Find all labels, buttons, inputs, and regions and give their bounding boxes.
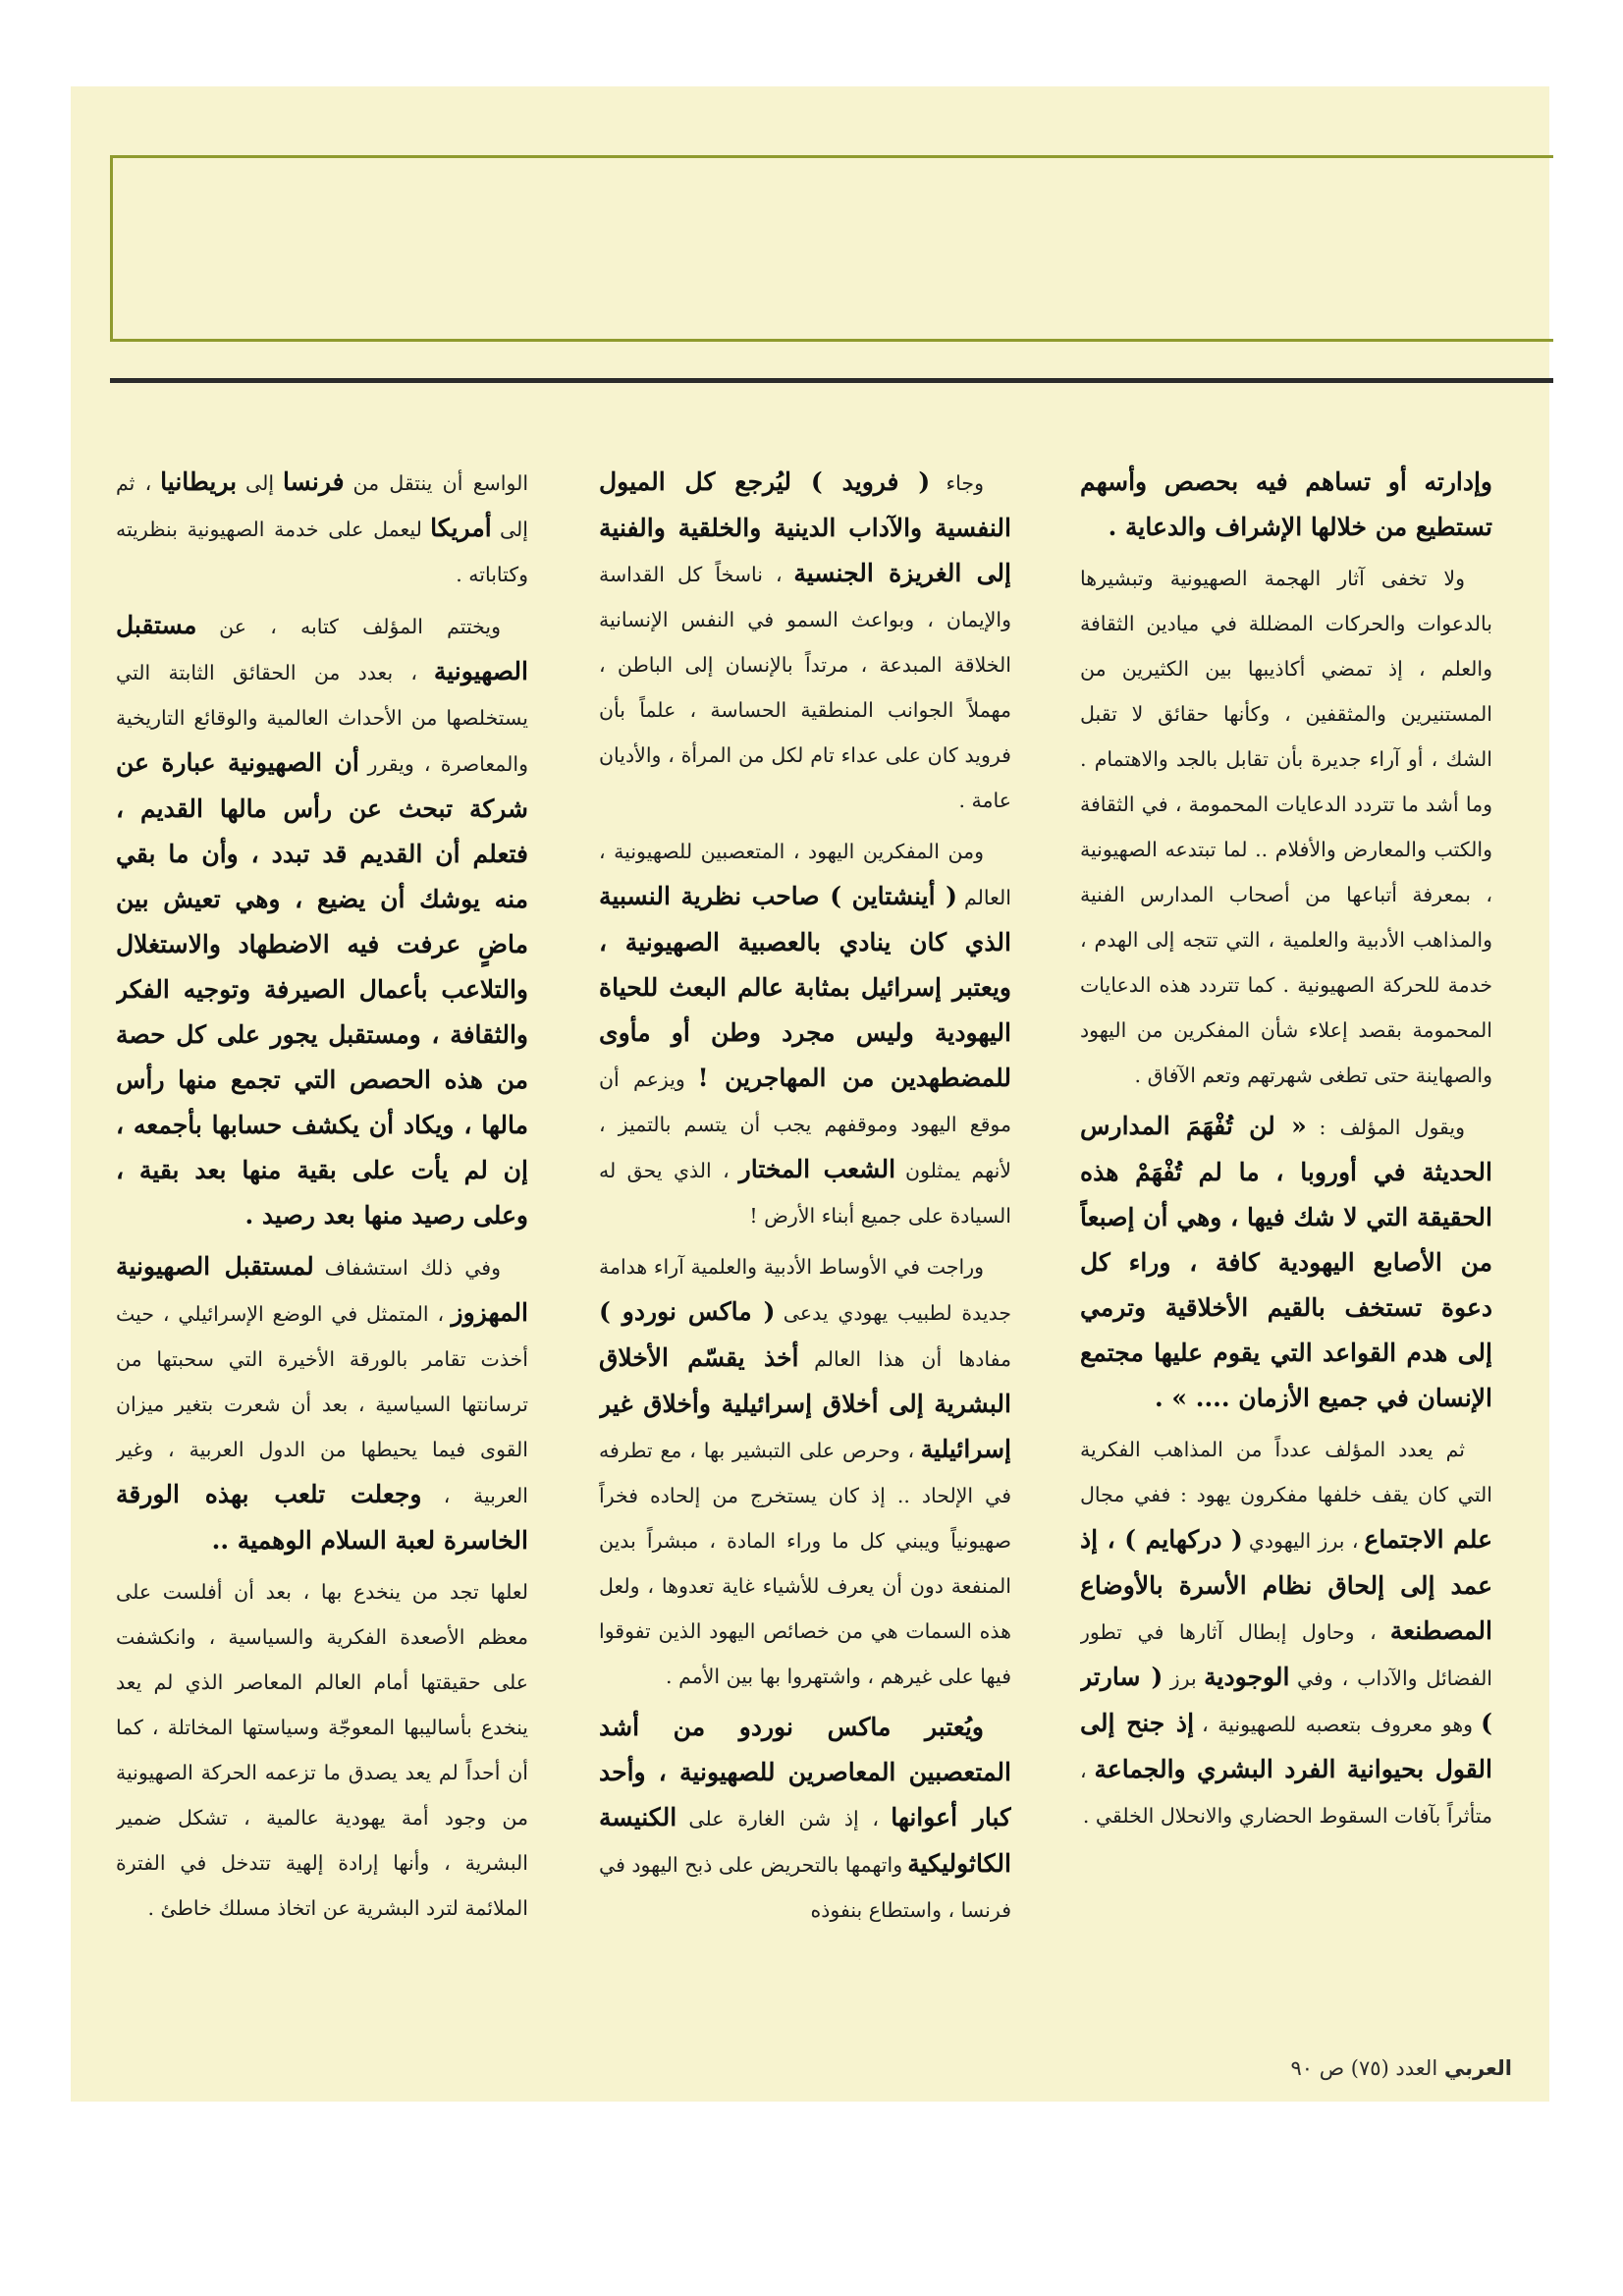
body-text: لعلها تجد من ينخدع بها ، بعد أن أفلست على معظم الأصعدة الفكرية والسياسية ، وانكشفت على حقيقتها أمام العالم المعاصر الذي لم يعد ينخدع بأساليبها المعوجّة وسياستها المخاتلة ، كما أن أحداً لم يعد يصدق ما تزعمه الحركة الصهيونية من وجود أمة يهودية عالمية ، تشكل ضمير البشرية ، وأنها إرادة إلهية تتدخل في الفترة الملائمة لترد البشرية عن اتخاذ مسلك خاطئ . [116,1580,528,1920]
body-text: ، برز اليهودي [1248,1529,1359,1553]
paragraph [1080,1104,1492,1421]
bold-text: مستقبل الصهيونية [116,611,528,685]
body-text: ثم يعدد المؤلف عدداً من المذاهب الفكرية التي كان يقف خلفها مفكرون يهود : ففي مجال [1080,1438,1492,1506]
horizontal-rule [110,378,1553,383]
paragraph [599,460,1011,823]
top-frame-box [110,155,1553,342]
body-text: وفي ذلك استشفاف [324,1256,501,1280]
paragraph [599,1244,1011,1699]
text-column-left [116,460,528,2050]
issue-page-label: العدد (٧٥) ص ٩٠ [1290,2056,1438,2080]
bold-text: بريطانيا [160,467,238,496]
paragraph [599,1705,1011,1933]
bold-text: أن الصهيونية عبارة عن شركة تبحث عن رأس مالها القديم ، فتعلم أن القديم قد تبدد ، وأن ما بقي منه يوشك أن يضيع ، وهي تعيش بين ماضٍ عرفت فيه الاضطهاد والاستغلال والتلاعب بأعمال الصيرفة وتوجيه الفكر والثقافة ، ومستقبل يجور على كل حصة من هذه الحصص التي تجمع منها رأس مالها ، ويكاد أن يكشف حسابها بأجمعه ، إن لم يأت على بقية منها بعد بقية ، وعلى رصيد منها بعد رصيد . [116,748,528,1230]
paragraph [116,1244,528,1563]
body-text: مفادها أن هذا العالم [814,1347,1011,1371]
paragraph [1080,556,1492,1098]
body-text: ويزعم أن موقع اليهود وموقفهم يجب أن يتسم بالتميز ، لأنهم يمثلون [599,1067,1011,1182]
bold-text: ( دركهايم ) ، إذ عمد إلى إلحاق نظام الأسرة بالأوضاع المصطنعة [1080,1525,1492,1645]
body-text: وراجت في الأوساط الأدبية والعلمية آراء هدامة جديدة لطبيب يهودي يدعى [599,1255,1011,1325]
body-text: ، ناسخاً كل القداسة والإيمان ، وبواعث السمو في النفس الإنسانية الخلاقة المبدعة ، مرتداً بالإنسان إلى الباطن ، مهملاً الجوانب المنطقية الحساسة ، علماً بأن فرويد كان على عداء تام لكل من المرأة ، والأديان عامة . [599,563,1011,812]
body-text: ويختتم المؤلف كتابه ، عن [219,615,501,638]
body-text: ليعمل على خدمة الصهيونية بنظريته وكتاباته . [116,518,528,586]
bold-text: الكنيسة الكاثوليكية [599,1803,1011,1878]
body-text: إلى [245,471,275,495]
body-text: ولا تخفى آثار الهجمة الصهيونية وتبشيرها بالدعوات والحركات المضللة في ميادين الثقافة والعلم ، إذ تمضي أكاذيبها بين الكثيرين من المستنيرين والمثقفين ، وكأنها حقائق لا تقبل الشك ، أو آراء جديرة بأن تقابل بالجد والاهتمام . وما أشد ما تتردد الدعايات المحمومة ، في الثقافة والكتب والمعارض والأفلام .. لما تبتدعه الصهيونية ، بمعرفة أتباعها من أصحاب المدارس الفنية والمذاهب الأدبية والعلمية ، التي تتجه إلى الهدم ، خدمة للحركة الصهيونية . كما تتردد هذه الدعايات المحمومة بقصد إعلاء شأن المفكرين من اليهود والصهاينة حتى تطغى شهرتهم وتعم الآفاق . [1080,567,1492,1087]
bold-text: « لن تُفْهَمَ المدارس الحديثة في أوروبا ، ما لم تُفْهَمْ هذه الحقيقة التي لا شك فيها ، وهي أن إصبعاً من الأصابع اليهودية كافة ، وراء كل دعوة تستخف بالقيم الأخلاقية وترمي إلى هدم القواعد التي يقوم عليها مجتمع الإنسان في جميع الأزمان .... » . [1080,1112,1492,1412]
body-text: برز [1169,1667,1197,1690]
bold-text: ( ماكس نوردو ) [599,1297,776,1326]
body-text: ويقول المؤلف : [1319,1116,1466,1139]
bold-text: إذ جنح إلى القول بحيوانية الفرد البشري والجماعة [1080,1709,1492,1783]
bold-text: لمستقبل الصهيونية المهزوز [116,1252,528,1327]
paragraph [116,603,528,1238]
bold-text: ( أينشتاين ) صاحب نظرية النسبية الذي كان ينادي بالعصبية الصهيونية ، ويعتبر إسرائيل بمثابة عالم البعث للحياة اليهودية وليس مجرد وطن أو مأوى للمضطهدين من المهاجرين ! [599,882,1011,1092]
bold-text: علم الاجتماع [1364,1525,1492,1554]
bold-text: أخذ يقسّم الأخلاق البشرية إلى أخلاق إسرائيلية وأخلاق غير إسرائيلية [599,1343,1011,1463]
body-text: ، وحرص على التبشير بها ، مع تطرفه في الإلحاد .. إذ كان يستخرج من إلحاده فخراً صهيونياً ويبني كل ما وراء المادة ، مبشراً بدين المنفعة دون أن يعرف للأشياء غاية تعدوها ، ولعل هذه السمات هي من خصائص اليهود الذين تفوقوا فيها على غيرهم ، واشتهروا بها بين الأمم . [599,1439,1011,1688]
body-text: واتهمها بالتحريض على ذبح اليهود في فرنسا ، واستطاع بنفوذه [599,1853,1011,1922]
body-text: وجاء [946,471,984,495]
bold-text: ويُعتبر ماكس نوردو من أشد المتعصبين المعاصرين للصهيونية ، وأحد كبار أعوانها [599,1713,1011,1831]
bold-text: ( فرويد ) ليُرجع كل الميول النفسية والآداب الدينية والخلقية والفنية إلى الغريزة الجنسية [599,467,1011,587]
bold-text: وإدارته أو تساهم فيه بحصص وأسهم تستطيع من خلالها الإشراف والدعاية . [1080,467,1492,541]
paragraph [599,829,1011,1238]
body-text: الواسع أن ينتقل من [352,471,528,495]
bold-text: الشعب المختار [738,1155,896,1183]
paragraph [1080,460,1492,550]
text-column-right [1080,460,1492,2050]
body-text: ، متأثراً بآفات السقوط الحضاري والانحلال الخلقي . [1080,1759,1492,1828]
body-text: ، ثم إلى [116,471,528,541]
bold-text: فرنسا [282,467,345,496]
body-text: ، بعدد من الحقائق الثابتة التي يستخلصها من الأحداث العالمية والوقائع التاريخية والمعاصرة ، ويقرر [116,661,528,776]
body-text: ومن المفكرين اليهود ، المتعصبين للصهيونية ، العالم [599,840,1011,909]
body-text: ، إذ شن الغارة على [688,1807,879,1831]
magazine-name: العربي [1443,2056,1512,2080]
bold-text: وجعلت تلعب بهذه الورقة الخاسرة لعبة السلام الوهمية .. [116,1480,528,1555]
page-footer [1217,2056,1512,2080]
bold-text: الوجودية [1204,1663,1290,1691]
body-text: ، وحاول إبطال آثارها في تطور الفضائل والآداب ، وفي [1080,1620,1492,1690]
body-text: ، الذي يحق له السيادة على جميع أبناء الأرض ! [599,1159,1011,1228]
body-text: ، المتمثل في الوضع الإسرائيلي ، حيث أخذت تقامر بالورقة الأخيرة التي سحبتها من ترسانتها السياسية ، بعد أن شعرت بتغير ميزان القوى فيما يحيطها من الدول العربية ، وغير العربية ، [116,1302,528,1507]
text-column-middle [599,460,1011,2050]
bold-text: أمريكا [430,514,492,542]
bold-text: ( سارتر ) [1080,1663,1492,1737]
paragraph [116,460,528,597]
body-text: وهو معروف بتعصبه للصهيونية ، [1202,1713,1474,1736]
paragraph [1080,1427,1492,1838]
paragraph [116,1569,528,1931]
